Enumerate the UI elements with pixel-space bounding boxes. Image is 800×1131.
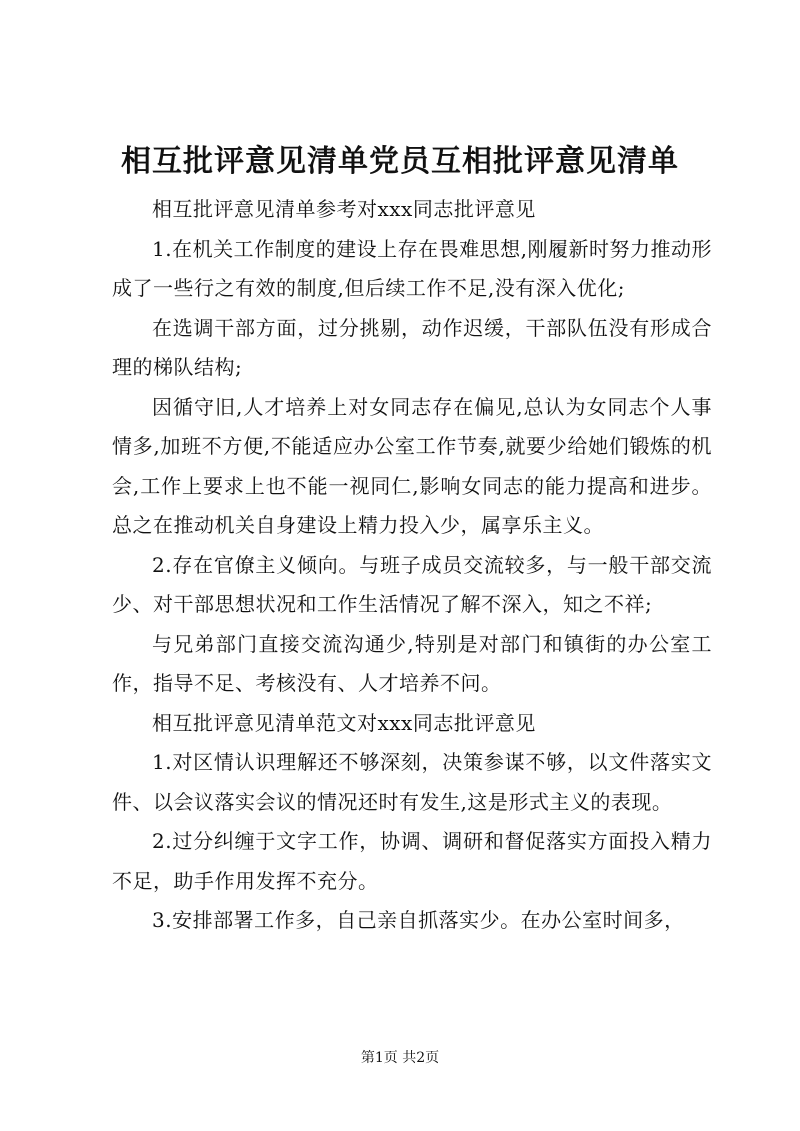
paragraph-sample-item-2: 2.过分纠缠于文字工作，协调、调研和督促落实方面投入精力不足，助手作用发挥不充分。 bbox=[112, 829, 712, 893]
paragraph-talent-training: 因循守旧,人才培养上对女同志存在偏见,总认为女同志个人事情多,加班不方便,不能适应办公室工作节奏,就要少给她们锻炼的机会,工作上要求上也不能一视同仁,影响女同志的能力提高和进步。总之在推动机关自身建设上精力投入少，属享乐主义。 bbox=[112, 394, 712, 537]
document-title: 相互批评意见清单党员互相批评意见清单 bbox=[121, 144, 679, 179]
paragraph-sample-heading: 相互批评意见清单范文对xxx同志批评意见 bbox=[152, 710, 536, 735]
paragraph-item-1: 1.在机关工作制度的建设上存在畏难思想,刚履新时努力推动形成了一些行之有效的制度,但后续工作不足,没有深入优化; bbox=[112, 236, 712, 300]
document-body bbox=[112, 190, 712, 941]
paragraph-department-communication: 与兄弟部门直接交流沟通少,特别是对部门和镇街的办公室工作，指导不足、考核没有、人才培养不问。 bbox=[112, 631, 712, 695]
paragraph-sample-item-3: 3.安排部署工作多，自己亲自抓落实少。在办公室时间多， bbox=[152, 908, 685, 932]
paragraph-cadre-selection: 在选调干部方面，过分挑剔，动作迟缓，干部队伍没有形成合理的梯队结构; bbox=[112, 315, 712, 379]
paragraph-item-2: 2.存在官僚主义倾向。与班子成员交流较多，与一般干部交流少、对干部思想状况和工作生活情况了解不深入，知之不祥; bbox=[112, 552, 712, 616]
paragraph-reference-heading: 相互批评意见清单参考对xxx同志批评意见 bbox=[152, 197, 536, 221]
page-footer: 第1页 共2页 bbox=[360, 1050, 440, 1066]
paragraph-sample-item-1: 1.对区情认识理解还不够深刻，决策参谋不够，以文件落实文件、以会议落实会议的情况还时有发生,这是形式主义的表现。 bbox=[112, 750, 712, 814]
